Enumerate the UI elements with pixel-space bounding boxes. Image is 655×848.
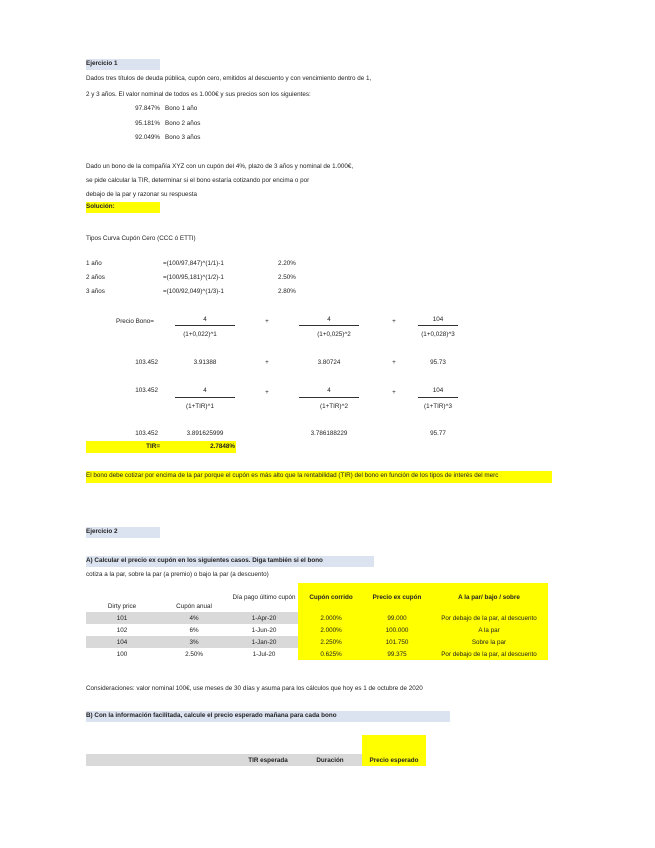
ex1-intro-line-1: Dados tres títulos de deuda pública, cupón cero, emitidos al descuento y con vencimiento dentro de 1, <box>86 75 372 82</box>
pv-tir-value: 95.77 <box>430 430 446 437</box>
table-row <box>86 612 548 624</box>
plus-sign: + <box>392 389 396 396</box>
fraction-bar <box>418 325 458 326</box>
denominator: (1+TIR)^1 <box>186 403 214 410</box>
denominator: (1+TIR)^3 <box>424 403 452 410</box>
cell-cupon-corrido: 2.250% <box>298 636 364 648</box>
denominator: (1+0,025)^2 <box>317 331 351 338</box>
cell-cupon-corrido: 2.000% <box>298 624 364 636</box>
table-row <box>86 636 548 648</box>
tir-label: TIR= <box>146 443 160 450</box>
tir-price-total: 103.452 <box>135 387 158 394</box>
denominator: (1+TIR)^2 <box>320 403 348 410</box>
bond-name: Bono 3 años <box>165 134 201 141</box>
denominator: (1+0,028)^3 <box>421 331 455 338</box>
cell-dia-pago: 1-Jun-20 <box>251 626 277 634</box>
curve-term: 3 años <box>86 288 105 295</box>
curve-formula: =(100/92,049)^(1/3)-1 <box>163 288 224 295</box>
plus-sign: + <box>265 318 269 325</box>
cell-par-bajo-sobre: Por debajo de la par, al descuento <box>430 612 548 624</box>
col-duracion: Duración <box>316 757 344 764</box>
col-cupon-anual: Cupón anual <box>176 603 212 610</box>
col-dirty-price: Dirty price <box>107 603 137 610</box>
bond-price: 92.049% <box>135 134 160 141</box>
pv-value: 95.73 <box>430 359 446 366</box>
table-row <box>86 624 548 636</box>
ex1-question-line-2: se pide calcular la TIR, determinar si el bono estaría cotizando por encima o por <box>86 177 310 184</box>
table-header-row <box>86 583 548 612</box>
cell-dirty-price: 101 <box>86 612 158 624</box>
col-dia-pago: Día pago último cupón <box>232 594 296 601</box>
ex1-intro-line-2: 2 y 3 años. El valor nominal de todos es 1.000€ y sus precios son los siguientes: <box>86 91 311 98</box>
price-label: Precio Bono= <box>116 318 154 325</box>
ex1-question-line-3: debajo de la par y razonar su respuesta <box>86 191 197 198</box>
partA-title: A) Calcular el precio ex cupón en los siguientes casos. Diga también si el bono <box>86 556 374 567</box>
numerator: 4 <box>327 316 331 323</box>
solution-label: Solución: <box>86 202 160 213</box>
pv-value: 3.91388 <box>193 359 217 366</box>
denominator: (1+0,022)^1 <box>183 331 217 338</box>
numerator: 4 <box>203 316 207 323</box>
curve-formula: =(100/97,847)^(1/1)-1 <box>163 260 224 267</box>
conclusion: El bono debe cotizar por encima de la par porque el cupón es más alto que la rentabilidad (TIR) del bono en función de los tipos de interés del merc <box>86 471 552 483</box>
bond-table <box>86 583 548 660</box>
numerator: 104 <box>432 387 444 394</box>
considerations: Consideraciones: valor nominal 100€, use meses de 30 días y asuma para los cálculos que hoy es 1 de octubre de 2020 <box>86 685 423 692</box>
bond-price: 97.847% <box>135 105 160 112</box>
cell-dia-pago: 1-Jan-20 <box>230 636 298 648</box>
cell-precio-ex-cupon: 99.000 <box>364 612 430 624</box>
partA-subtitle: cotiza a la par, sobre la par (a premio) o bajo la par (a descuento) <box>86 571 269 578</box>
ex2-title: Ejercicio 2 <box>86 527 160 538</box>
cell-par-bajo-sobre: Sobre la par <box>430 636 548 648</box>
cell-cupon-anual: 2.50% <box>185 650 203 658</box>
cell-cupon-anual: 6% <box>189 626 199 634</box>
cell-par-bajo-sobre: Por debajo de la par, al descuento <box>430 648 548 660</box>
fraction-bar <box>175 397 235 398</box>
fraction-bar <box>299 397 359 398</box>
cell-dirty-price: 104 <box>86 636 158 648</box>
cell-precio-ex-cupon: 101.750 <box>364 636 430 648</box>
cell-dia-pago: 1-Apr-20 <box>230 612 298 624</box>
numerator: 4 <box>327 387 331 394</box>
curve-term: 2 años <box>86 274 105 281</box>
cell-cupon-corrido: 0.625% <box>298 648 364 660</box>
col-precio-esperado: Precio esperado <box>369 757 419 764</box>
cell-precio-ex-cupon: 100.000 <box>364 624 430 636</box>
cell-dia-pago: 1-Jul-20 <box>252 650 276 658</box>
bond-name: Bono 2 años <box>165 120 201 127</box>
col-cupon-corrido: Cupón corrido <box>298 583 364 612</box>
bond-price: 95.181% <box>135 120 160 127</box>
cell-dirty-price: 100 <box>116 650 128 658</box>
col-precio-ex-cupon: Precio ex cupón <box>364 583 430 612</box>
cell-cupon-anual: 4% <box>158 612 230 624</box>
curve-rate: 2.50% <box>278 274 296 281</box>
curve-rate: 2.80% <box>278 288 296 295</box>
pv-tir-value: 3.891625999 <box>186 430 224 437</box>
fraction-bar <box>418 397 458 398</box>
cell-cupon-anual: 3% <box>158 636 230 648</box>
plus-sign: + <box>265 359 269 366</box>
bond-name: Bono 1 año <box>165 105 198 112</box>
fraction-bar <box>299 325 359 326</box>
curve-formula: =(100/95,181)^(1/2)-1 <box>163 274 224 281</box>
pv-total: 103.452 <box>135 359 158 366</box>
cell-precio-ex-cupon: 99.375 <box>364 648 430 660</box>
tir-value: 2.7848% <box>210 443 235 450</box>
ex1-title: Ejercicio 1 <box>86 59 160 70</box>
partB-title: B) Con la información facilitada, calcule el precio esperado mañana para cada bono <box>86 711 450 722</box>
pv-tir-value: 3.786188229 <box>310 430 348 437</box>
col-par-bajo-sobre: A la par/ bajo / sobre <box>430 583 548 612</box>
pv-tir-total: 103.452 <box>135 430 158 437</box>
cell-cupon-corrido: 2.000% <box>298 612 364 624</box>
fraction-bar <box>175 325 235 326</box>
col-tir-esperada: TIR esperada <box>248 757 288 764</box>
ex1-question-line-1: Dado un bono de la compañía XYZ con un cupón del 4%, plazo de 3 años y nominal de 1.000€, <box>86 163 354 170</box>
numerator: 104 <box>432 316 444 323</box>
plus-sign: + <box>265 389 269 396</box>
plus-sign: + <box>392 359 396 366</box>
plus-sign: + <box>392 318 396 325</box>
curve-title: Tipos Curva Cupón Cero (CCC ó ETTI) <box>86 235 196 242</box>
pv-value: 3.80724 <box>317 359 341 366</box>
cell-dirty-price: 102 <box>116 626 128 634</box>
cell-par-bajo-sobre: A la par <box>430 624 548 636</box>
numerator: 4 <box>203 387 207 394</box>
curve-rate: 2.20% <box>278 260 296 267</box>
table-row <box>86 648 548 660</box>
curve-term: 1 año <box>86 260 102 267</box>
